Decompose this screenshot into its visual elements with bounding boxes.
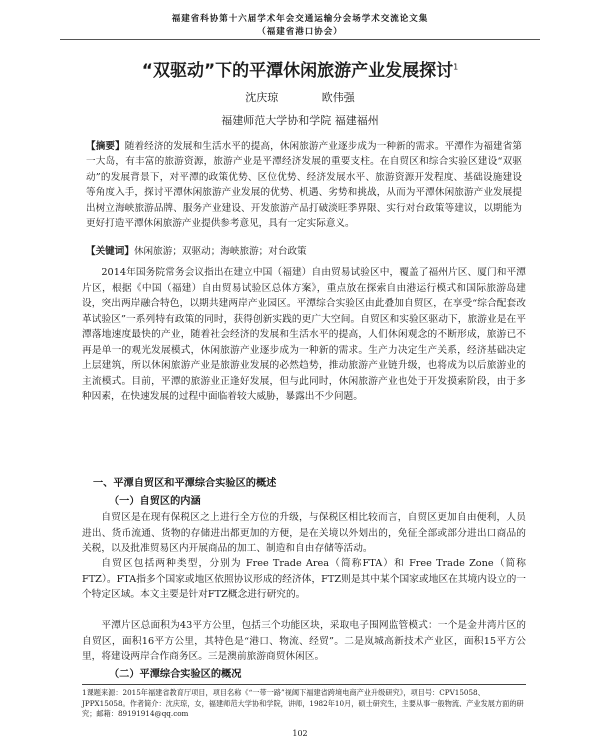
abstract-label: 【摘要】 [86, 141, 125, 152]
body-paragraph-1: 2014年国务院常务会议指出在建立中国（福建）自由贸易试验区中，覆盖了福州片区、厦门和平潭片区，根据《中国（福建）自由贸易试验区总体方案》，重点放在探索自由港运行模式和国际旅游岛建设，突出两岸融合特色，以期共建两岸产业园区。平潭综合实验区由此叠加自贸区，在享受“综合配套改革试验区”一系列特有政策的同时，获得创新实践的更广大空间。自贸区和实验区驱动下，旅游业是在平潭落地速度最快的产业，随着社会经济的发展和生活水平的提高，人们休闲观念的不断形成，旅游已不再是单一的观光发展模式，休闲旅游产业逐步成为一种新的需求。生产力决定生产关系，经济基础决定上层建筑，所以休闲旅游产业是旅游业发展的必然趋势，推动旅游产业链升级，也将成为以后旅游业的主流模式。目前，平潭的旅游业正逢好发展，但与此同时，休闲旅游产业也处于开发摸索阶段，由于多种因素，在快速发展的过程中面临着较大威胁，暴露出不少问题。 [82, 267, 526, 402]
abstract [86, 139, 522, 231]
section-heading-1: 一、平潭自贸区和平潭综合实验区的概述 [93, 477, 277, 489]
abstract-text: 随着经济的发展和生活水平的提高，休闲旅游产业逐步成为一种新的需求。平潭作为福建省第一大岛，有丰富的旅游资源，旅游产业是平潭经济发展的重要支柱。在自贸区和综合实验区建设“双驱动”的发展背景下，对平潭的政策优势、区位优势、经济发展水平、旅游资源开发程度、基础设施建设等角度入手，探讨平潭休闲旅游产业发展的优势、机遇、劣势和挑战，从而为平潭休闲旅游产业发展提出树立海峡旅游品牌、服务产业建设、开发旅游产品打破淡旺季界限、实行对台政策等建议，以期能为更好打造平潭休闲旅游产业提供参考意见，具有一定实际意义。 [86, 141, 523, 230]
body-paragraph-2: 自贸区是在现有保税区之上进行全方位的升级，与保税区相比较而言，自贸区更加自由便利，人员进出、货币流通、货物的存储进出都更加的方便，是在关境以外划出的，免征全部或部分进出口商品的关税，以及批准贸易区内开展商品的加工、制造和自由存储等活动。 [82, 512, 526, 554]
page-number: 102 [292, 729, 308, 738]
paper-title [0, 56, 600, 81]
footnote: 1课题来源：2015年福建省教育厅项目，项目名称《“一带一路”视阈下福建省跨境电商产业升级研究》，项目号：CPV15058、JPPX15058。作者简介：沈庆琼，女，福建师范大学协和学院，讲师，1982年10月，硕士研究生，主要从事一般物流、产业发展方面的研究；邮箱：89191914@qq.com [82, 688, 524, 718]
running-header: 福建省科协第十六届学术年会交通运输分会场学术交流论文集 [171, 14, 429, 24]
header-rule [60, 39, 540, 40]
keywords-text: 休闲旅游；双驱动；海峡旅游；对台政策 [133, 246, 307, 257]
title-footnote-mark: 1 [453, 62, 459, 72]
running-header-sub: （福建省港口协会） [257, 27, 343, 37]
title-text: “双驱动”下的平潭休闲旅游产业发展探讨 [141, 61, 454, 81]
body-paragraph-3: 自贸区包括两种类型，分别为 Free Trade Area（简称FTA）和 Free Trade Zone（简称FTZ）。FTA指多个国家或地区依照协议形成的经济体，FTZ则是其中某个国家或地区在其境内设立的一个特定区域。本文主要是针对FTZ概念进行研究的。 [82, 558, 526, 600]
subsection-heading-1: （一）自贸区的内涵 [109, 495, 201, 507]
keywords-label: 【关键词】 [86, 246, 134, 257]
keywords [86, 243, 522, 257]
footnote-rule [82, 684, 526, 685]
authors: 沈庆琼 欧伟强 [245, 91, 355, 104]
subsection-heading-2: （二）平潭综合实验区的概况 [109, 668, 242, 680]
affiliation: 福建师范大学协和学院 福建福州 [221, 114, 379, 127]
body-paragraph-4: 平潭片区总面积为43平方公里，包括三个功能区块，采取电子围网监管模式：一个是金井湾片区的自贸区，面积16平方公里，其特色是“港口、物流、经贸”。二是岚城高新技术产业区，面积15平方公里，将建设两岸合作商务区。三是澳前旅游商贸休闲区。 [82, 620, 526, 662]
